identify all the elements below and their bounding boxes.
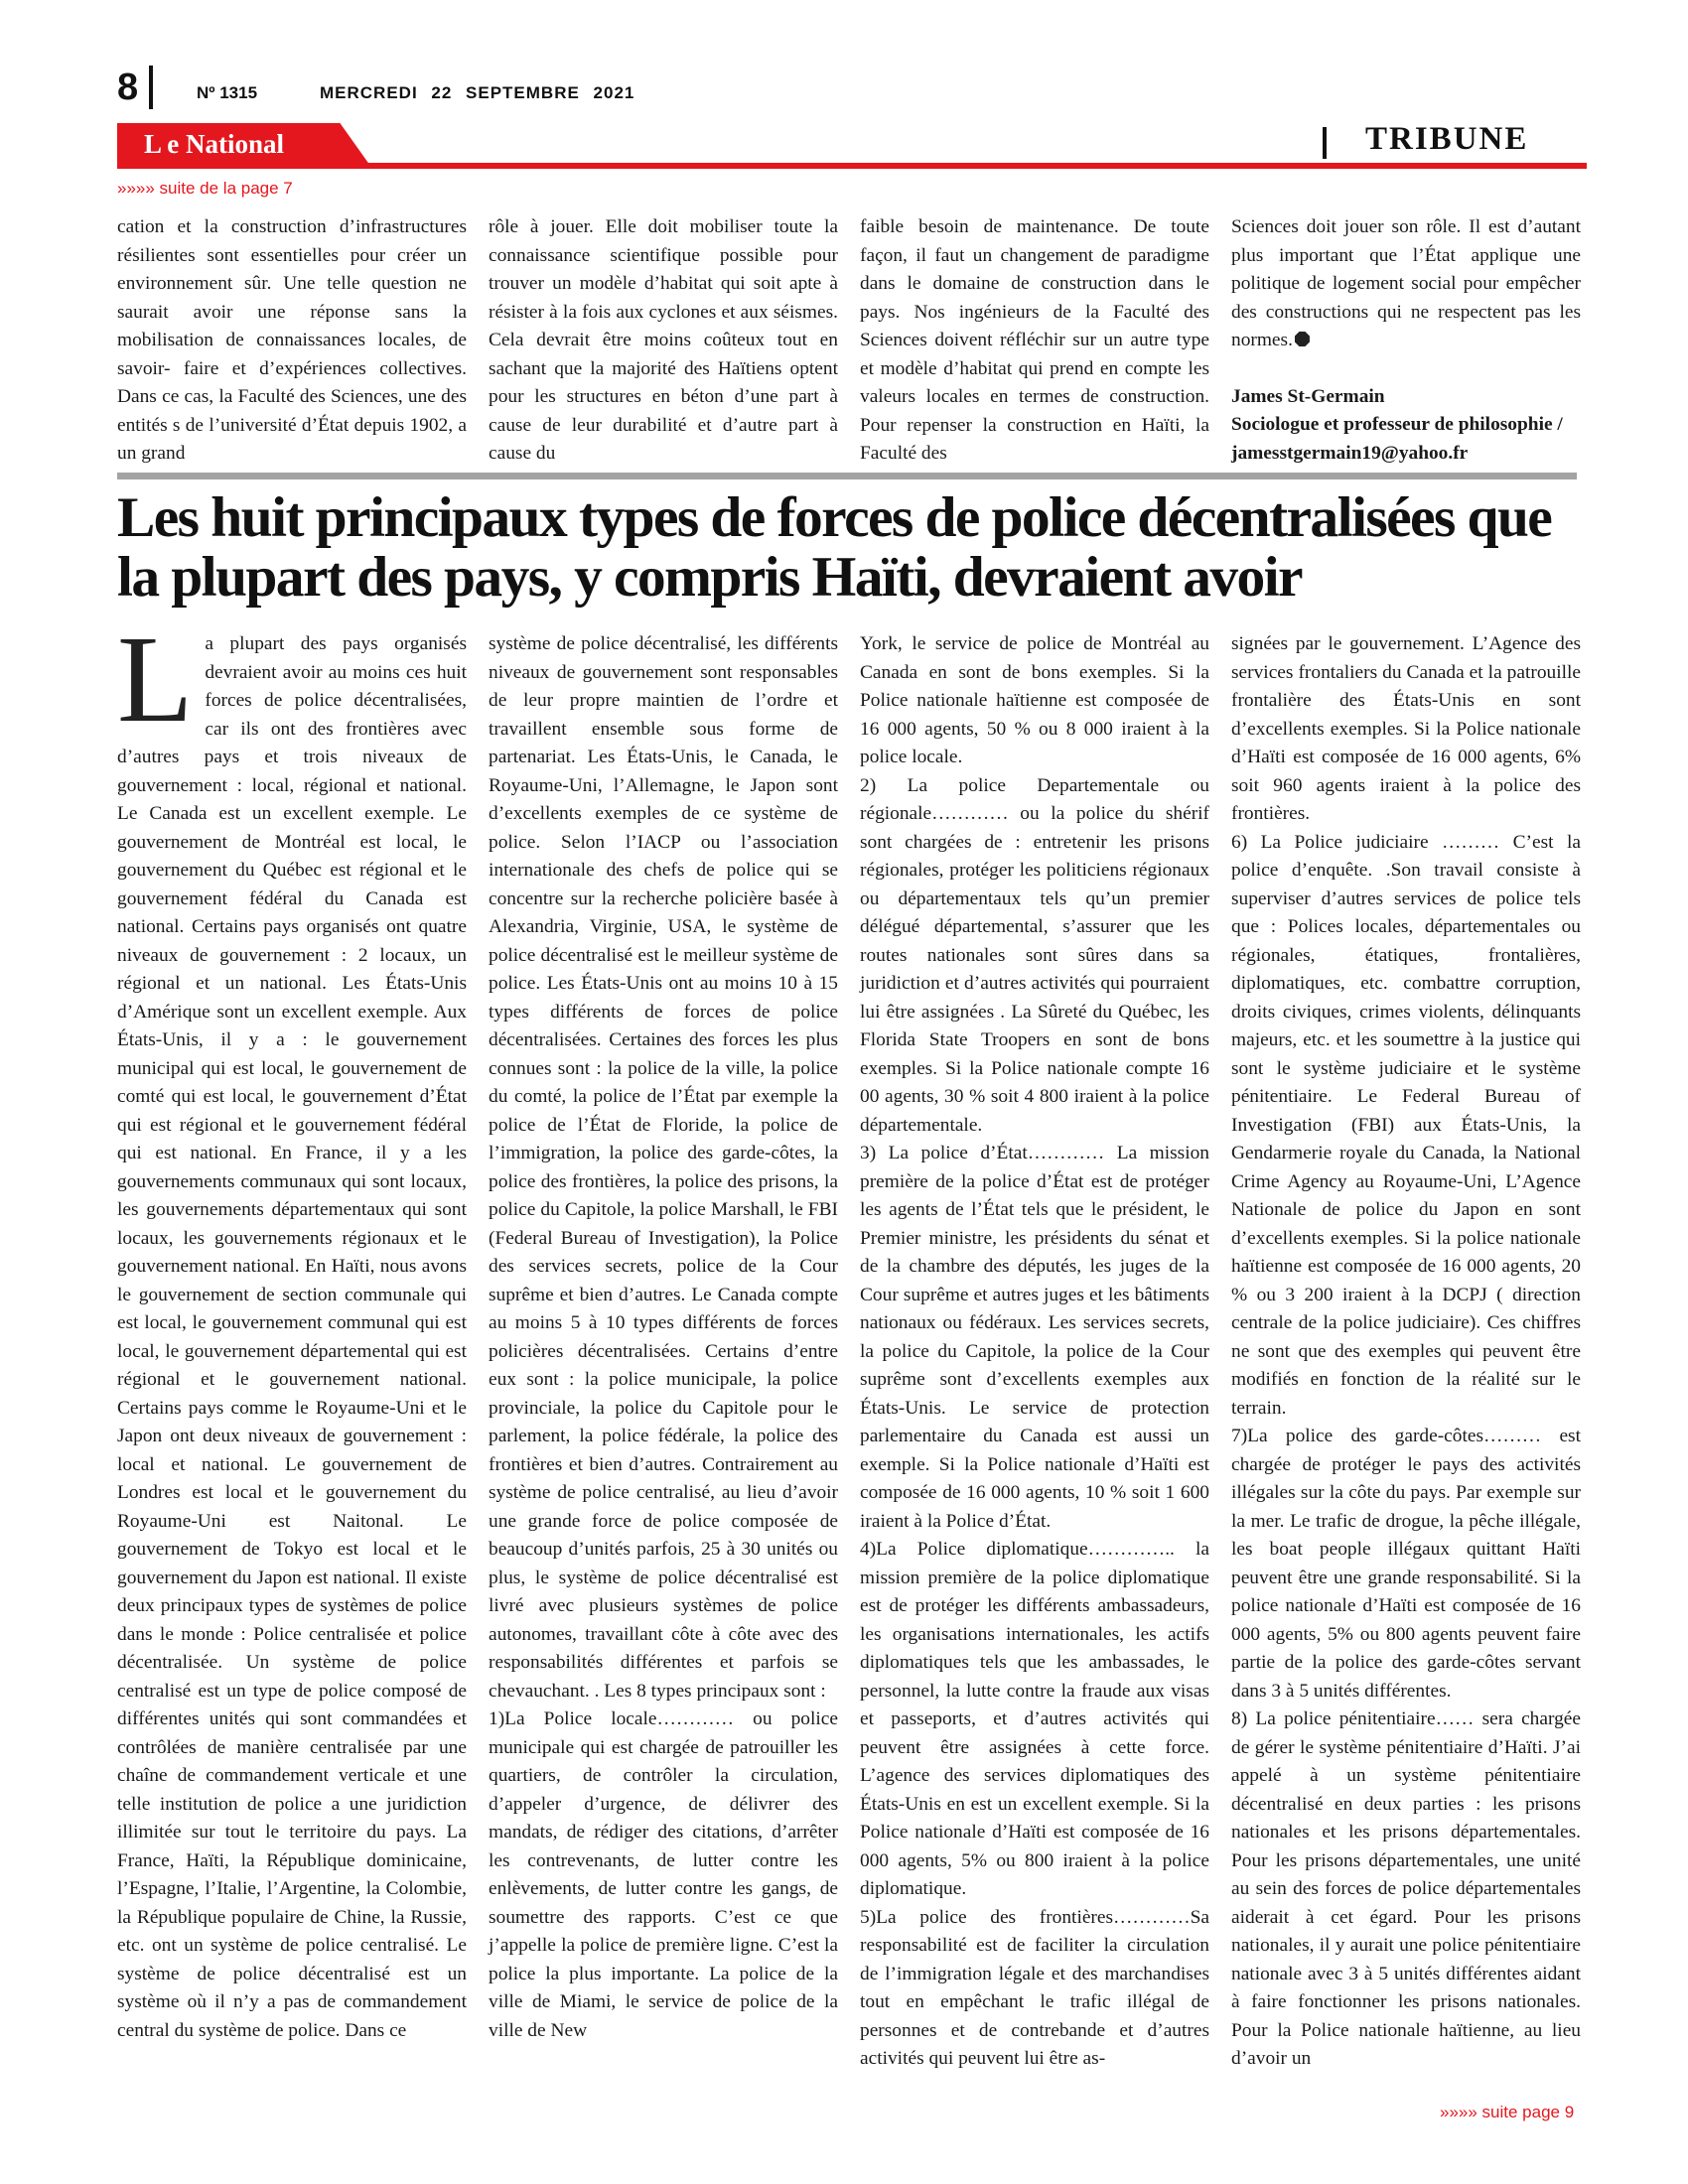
- paragraph: 5)La police des frontières…………Sa responsabilité est de faciliter la circulation de l’immigration légale et des marchandises tout en empêchant le trafic illégal de personnes et de contrebande et d’autres activités qui peuvent lui être as-: [860, 1906, 1209, 2069]
- paragraph: faible besoin de maintenance. De toute façon, il faut un changement de paradigme dans le domaine de construction dans le pays. Nos ingénieurs de la Faculté des Sciences doivent réfléchir sur un autre type et modèle d’habitat qui prend en compte les valeurs locales en termes de construction. Pour repenser la construction en Haïti, la Faculté des: [860, 216, 1209, 464]
- article-column-4: [1231, 630, 1581, 2069]
- article-column-2: [489, 630, 838, 2055]
- article-column-1: [117, 612, 467, 2055]
- drop-cap: L: [117, 612, 194, 749]
- paragraph: 3) La police d’État………… La mission première de la police d’État est de protéger les agents de l’État tels que le président, le Premier ministre, les présidents du sénat et de la chambre des députés, les juges de la Cour suprême et autres juges et les bâtiments nationaux ou fédéraux. Les services secrets, la police du Capitole, la police de la Cour suprême sont d’excellents exemples aux États-Unis. Le service de protection parlementaire du Canada est aussi un exemple. Si la Police nationale d’Haïti est composée de 16 000 agents, 10 % soit 1 600 iraient à la Police d’État.: [860, 1143, 1209, 1532]
- top-article-column-2: [489, 213, 838, 462]
- continued-to-link[interactable]: »»»» suite page 9: [1440, 2103, 1575, 2121]
- article-column-3: [860, 630, 1209, 2069]
- author-title: Sociologue et professeur de philosophie / jamesstgermain19@yahoo.fr: [1231, 414, 1563, 464]
- paragraph-text: Sciences doit jouer son rôle. Il est d’autant plus important que l’État applique une politique de logement social pour empêcher des constructions qui ne respectent pas les normes.: [1231, 216, 1581, 350]
- paragraph: 8) La police pénitentiaire…… sera chargée de gérer le système pénitentiaire d’Haïti. J’ai appelé à un système pénitentiaire décentralisé en deux parties : les prisons nationales et les prisons départementales. Pour les prisons départementales, une unité au sein des forces de police départementales aiderait à cet égard. Pour les prisons nationales, il y aurait une police pénitentiaire nationale avec 3 à 5 unités différentes aidant à faire fonctionner les prisons nationales. Pour la Police nationale haïtienne, au lieu d’avoir un: [1231, 1708, 1581, 2069]
- brand-name: L e National: [144, 129, 285, 159]
- section-name: TRIBUNE: [1365, 121, 1529, 157]
- section-divider: [1323, 127, 1327, 159]
- paragraph: signées par le gouvernement. L’Agence des services frontaliers du Canada et la patrouille frontalière des États-Unis en sont d’excellents exemples. Si la Police nationale d’Haïti est composée de 16 000 agents, 6% soit 960 agents iraient à la police des frontières.: [1231, 633, 1581, 824]
- paragraph: a plupart des pays organisés devraient avoir au moins ces huit forces de police décentralisées, car ils ont des frontières avec d’autres pays et trois niveaux de gouvernement : local, régional et national. Le Canada est un excellent exemple. Le gouvernement de Montréal est local, le gouvernement du Québec est régional et le gouvernement fédéral du Canada est national. Certains pays organisés ont quatre niveaux de gouvernement : 2 locaux, un régional et un national. Les États-Unis d’Amérique sont un excellent exemple. Aux États-Unis, il y a : le gouvernement municipal qui est local, le gouvernement de comté qui est local, le gouvernement d’État qui est régional et le gouvernement fédéral qui est national. En France, il y a les gouvernements communaux qui sont locaux, les gouvernements départementaux qui sont locaux, les gouvernements régionaux et le gouvernement national. En Haïti, nous avons le gouvernement de section communale qui est local, le gouvernement communal qui est local, le gouvernement départemental qui est régional et le gouvernement national. Certains pays comme le Royaume-Uni et le Japon ont deux niveaux de gouvernement : local et national. Le gouvernement de Londres est local et le gouvernement du Royaume-Uni est Naitonal. Le gouvernement de Tokyo est local et le gouvernement du Japon est national. Il existe deux principaux types de systèmes de police dans le monde : Police centralisée et police décentralisée. Un système de police centralisé est un type de police composé de différentes unités qui sont commandées et contrôlées de manière centralisée par une chaîne de commandement verticale et une telle institution de police a une juridiction illimitée sur tout le territoire du pays. La France, Haïti, la République dominicaine, l’Espagne, l’Italie, l’Argentine, la Colombie, la République populaire de Chine, la Russie, etc. ont un système de police centralisé. Le système de police décentralisé est un système où il n’y a pas de commandement central du système de police. Dans ce: [117, 633, 467, 2041]
- paragraph: système de police décentralisé, les différents niveaux de gouvernement sont responsables de leur propre maintien de l’ordre et travaillent ensemble sous forme de partenariat. Les États-Unis, le Canada, le Royaume-Uni, l’Allemagne, le Japon sont d’excellents exemples de ce système de police. Selon l’IACP ou l’association internationale des chefs de police qui se concentre sur la recherche policière basée à Alexandria, Virginie, USA, le système de police décentralisé est le meilleur système de police. Les États-Unis ont au moins 10 à 15 types différents de forces de police décentralisées. Certaines des forces les plus connues sont : la police de la ville, la police du comté, la police de l’État par exemple la police de l’État de Floride, la police de l’immigration, la police des garde-côtes, la police des frontières, la police des prisons, la police du Capitole, la police Marshall, le FBI (Federal Bureau of Investigation), la Police des services secrets, police de la Cour suprême et bien d’autres. Le Canada compte au moins 5 à 10 types différents de forces policières décentralisées. Certains d’entre eux sont : la police municipale, la police provinciale, la police du Capitole pour le parlement, la police fédérale, la police des frontières et bien d’autres. Contrairement au système de police centralisé, au lieu d’avoir une grande force de police composée de beaucoup d’unités parfois, 25 à 30 unités ou plus, le système de police décentralisé est livré avec plusieurs systèmes de police autonomes, travaillant côte à côte avec des responsabilités différentes et parfois se chevauchant. . Les 8 types principaux sont :: [489, 633, 838, 1702]
- paragraph: 1)La Police locale………… ou police municipale qui est chargée de patrouiller les quartiers, de contrôler la circulation, d’appeler d’urgence, de délivrer des mandats, de rédiger des citations, d’arrêter les contrevenants, de lutter contre les enlèvements, de lutter contre les gangs, de soumettre des rapports. C’est ce que j’appelle la police de première ligne. C’est la police la plus importante. La police de la ville de Miami, le service de police de la ville de New: [489, 1708, 838, 2041]
- end-of-article-icon: [1295, 332, 1310, 346]
- issue-date: MERCREDI 22 SEPTEMBRE 2021: [320, 83, 635, 102]
- article-separator: [117, 473, 1577, 479]
- paragraph: rôle à jouer. Elle doit mobiliser toute la connaissance scientifique possible pour trouver un modèle d’habitat qui soit apte à résister à la fois aux cyclones et aux séismes. Cela devrait être moins coûteux tout en sachant que la majorité des Haïtiens optent pour les structures en béton d’une part à cause de leur durabilité et d’autre part à cause du: [489, 216, 838, 464]
- continued-from: »»»» suite de la page 7: [117, 179, 293, 198]
- article-headline: Les huit principaux types de forces de police décentralisées que la plupart des pays, y compris Haïti, devraient avoir: [117, 486, 1552, 609]
- paragraph: 6) La Police judiciaire ……… C’est la police d’enquête. .Son travail consiste à superviser d’autres services de police tels que : Polices locales, départementales ou régionales, étatiques, frontalières, diplomatiques, etc. combattre corruption, droits civiques, crimes violents, délinquants majeurs, etc. et les soumettre à la justice qui sont le système judiciaire et le système pénitentiaire. Le Federal Bureau of Investigation (FBI) aux États-Unis, la Gendarmerie royale du Canada, la National Crime Agency au Royaume-Uni, L’Agence Nationale de police du Japon en sont d’excellents exemples. Si la police nationale haïtienne est composée de 16 000 agents, 20 % ou 3 200 iraient à la DCPJ ( direction centrale de la police judiciaire). Ces chiffres ne sont que des exemples qui peuvent être modifiés en fonction de la réalité sur le terrain.: [1231, 831, 1581, 1419]
- header-rule: [117, 163, 1587, 169]
- top-article-column-1: [117, 213, 467, 462]
- page-number-divider: [149, 66, 153, 109]
- top-article-column-4: [1231, 213, 1581, 462]
- spacer: [1231, 355, 1581, 383]
- top-article-column-3: [860, 213, 1209, 462]
- paragraph: 7)La police des garde-côtes……… est chargée de protéger le pays des activités illégales sur la côte du pays. Par exemple sur la mer. Le trafic de drogue, la pêche illégale, les boat people illégaux quittant Haïti peuvent être une grande responsabilité. Si la police nationale d’Haïti est composée de 16 000 agents, 5% ou 800 agents peuvent faire partie de la police des garde-côtes servant dans 3 à 5 unités différentes.: [1231, 1426, 1581, 1702]
- paragraph: [1231, 213, 1581, 355]
- paragraph: cation et la construction d’infrastructures résilientes sont essentielles pour créer un environnement sûr. Une telle question ne saurait avoir une réponse sans la mobilisation de connaissances locales, de savoir- faire et d’expériences collectives. Dans ce cas, la Faculté des Sciences, une des entités s de l’université d’État depuis 1902, a un grand: [117, 216, 467, 464]
- paragraph: York, le service de police de Montréal au Canada en sont de bons exemples. Si la Police nationale haïtienne est composée de 16 000 agents, 50 % ou 8 000 iraient à la police locale.: [860, 633, 1209, 767]
- paragraph: 4)La Police diplomatique………….. la mission première de la police diplomatique est de protéger les différents ambassadeurs, les organisations internationales, les actifs diplomatiques tels que les ambassades, le personnel, la lutte contre la fraude aux visas et passeports, et d’autres activités qui peuvent être assignées à cette force. L’agence des services diplomatiques des États-Unis en est un excellent exemple. Si la Police nationale d’Haïti est composée de 16 000 agents, 5% ou 800 iraient à la police diplomatique.: [860, 1539, 1209, 1899]
- author-name: James St-Germain: [1231, 385, 1385, 407]
- page-number: 8: [117, 67, 139, 108]
- issue-number: Nº 1315: [197, 83, 258, 102]
- paragraph: 2) La police Departementale ou régionale………… ou la police du shérif sont chargées de : entretenir les prisons régionales, protéger les politiciens régionaux ou départementaux tels qu’un premier délégué départemental, s’assurer que les routes nationales sont sûres dans sa juridiction et d’autres activités qui pourraient lui être assignées . La Sûreté du Québec, les Florida State Troopers en sont de bons exemples. Si la Police nationale compte 16 00 agents, 30 % soit 4 800 iraient à la police départementale.: [860, 774, 1209, 1136]
